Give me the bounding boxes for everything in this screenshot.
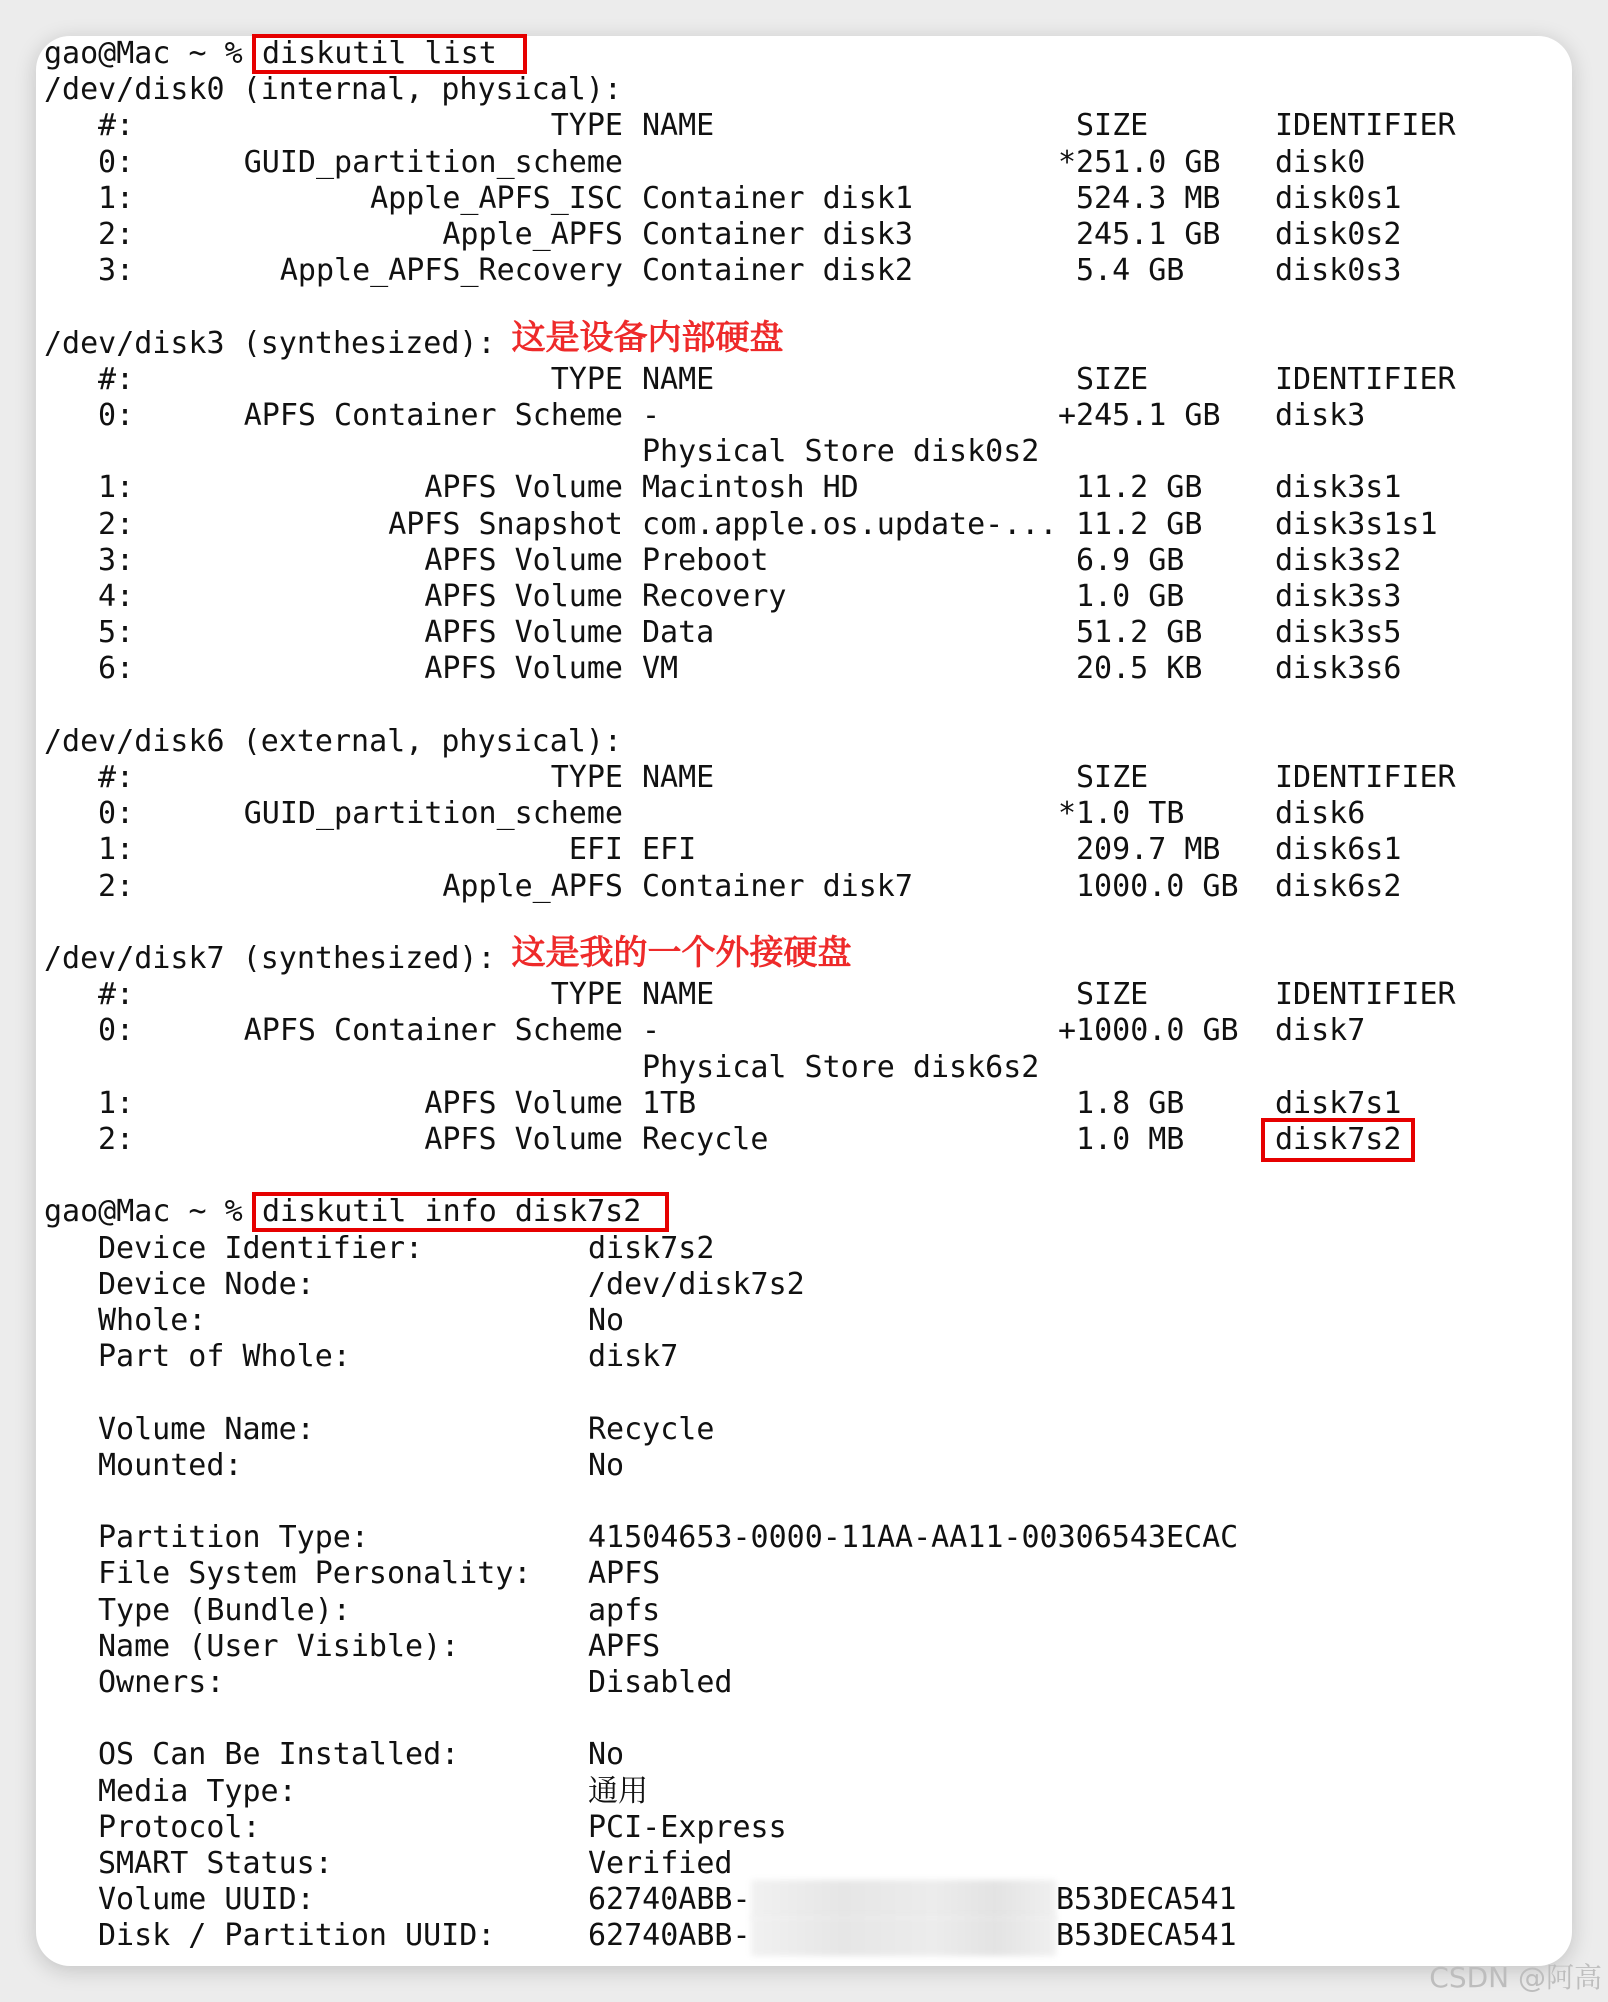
info-value: Disabled <box>588 1665 733 1700</box>
command-text: diskutil info disk7s2 <box>262 1194 642 1230</box>
column-header-name: NAME <box>642 361 715 397</box>
row-name: - <box>642 398 661 433</box>
info-row <box>0 1484 1608 1520</box>
info-row <box>0 1448 1608 1484</box>
row-index: 2: <box>98 1122 135 1157</box>
disk-header-line <box>0 72 1608 108</box>
highlight-box <box>252 34 527 74</box>
partition-row <box>0 145 1608 181</box>
row-size: 1.0 MB <box>1076 1122 1185 1157</box>
disk-header-line <box>0 933 1608 977</box>
info-value: APFS <box>588 1556 661 1592</box>
row-size: 1000.0 GB <box>1076 868 1239 904</box>
partition-row <box>0 1013 1608 1049</box>
info-value-end: B53DECA541 <box>1056 1882 1237 1918</box>
info-key: Name (User Visible): <box>98 1628 460 1664</box>
row-size: 51.2 GB <box>1076 615 1203 651</box>
info-value: 41504653-0000-11AA-AA11-00306543ECAC <box>588 1520 1239 1556</box>
row-size: 1.8 GB <box>1076 1085 1185 1121</box>
prompt: gao@Mac ~ % <box>44 1194 243 1230</box>
disk-header: /dev/disk0 (internal, physical): <box>44 72 622 108</box>
row-index: 1: <box>98 1085 135 1121</box>
row-size: *251.0 GB <box>1058 144 1221 180</box>
row-identifier: disk3 <box>1275 398 1366 433</box>
command-text: diskutil list <box>262 36 497 71</box>
row-type: APFS Container Scheme <box>243 1013 623 1049</box>
column-header-line <box>0 760 1608 796</box>
info-row <box>0 1629 1608 1665</box>
info-key: Whole: <box>98 1303 207 1338</box>
row-type: APFS Volume <box>424 1122 623 1157</box>
row-identifier: disk3s1s1 <box>1275 506 1438 542</box>
column-header-line <box>0 108 1608 144</box>
row-identifier: disk0s1 <box>1275 180 1402 216</box>
info-key: Device Node: <box>98 1266 315 1302</box>
info-row <box>0 1593 1608 1629</box>
column-header-type: TYPE <box>550 977 623 1013</box>
row-name: EFI <box>642 832 697 868</box>
column-header-name: NAME <box>642 977 715 1013</box>
column-header-type: TYPE <box>550 760 623 795</box>
info-key: OS Can Be Installed: <box>98 1737 460 1773</box>
info-value: 通用 <box>588 1773 648 1809</box>
row-type: Apple_APFS_Recovery <box>279 253 623 289</box>
row-index: 1: <box>98 832 135 868</box>
column-header-identifier: IDENTIFIER <box>1275 108 1456 144</box>
info-value: PCI-Express <box>588 1809 787 1845</box>
partition-row <box>0 579 1608 615</box>
info-value: No <box>588 1447 625 1483</box>
partition-row <box>0 253 1608 289</box>
prompt: gao@Mac ~ % <box>44 36 243 71</box>
row-name: Preboot <box>642 542 769 578</box>
partition-row <box>0 1050 1608 1086</box>
row-index: 2: <box>98 217 135 252</box>
row-name: Container disk3 <box>642 217 913 252</box>
info-value: disk7s2 <box>588 1230 715 1266</box>
row-index: 0: <box>98 398 135 433</box>
row-size: 1.0 GB <box>1076 579 1185 614</box>
row-index: 6: <box>98 651 135 687</box>
row-identifier: disk6 <box>1275 796 1366 832</box>
column-header-line <box>0 362 1608 398</box>
row-name: Recovery <box>642 579 787 614</box>
info-key: Disk / Partition UUID: <box>98 1918 496 1954</box>
row-type: APFS Volume <box>424 470 623 506</box>
partition-row <box>0 398 1608 434</box>
row-index: 1: <box>98 180 135 216</box>
partition-row <box>0 651 1608 687</box>
row-type: EFI <box>568 832 623 868</box>
info-row <box>0 1375 1608 1411</box>
row-name: Container disk1 <box>642 180 913 216</box>
info-row <box>0 1737 1608 1773</box>
partition-row <box>0 1086 1608 1122</box>
row-type: APFS Volume <box>424 1085 623 1121</box>
column-header-size: SIZE <box>1076 108 1149 144</box>
row-index: 2: <box>98 506 135 542</box>
row-name: Physical Store disk0s2 <box>642 434 1040 470</box>
info-row <box>0 1231 1608 1267</box>
disk-header-line <box>0 724 1608 760</box>
row-name: Physical Store disk6s2 <box>642 1049 1040 1085</box>
info-row <box>0 1810 1608 1846</box>
row-index: 0: <box>98 144 135 180</box>
row-identifier: disk3s3 <box>1275 579 1402 614</box>
row-size: 5.4 GB <box>1076 253 1185 289</box>
disk-header-line <box>0 317 1608 362</box>
annotation-note: 这是我的一个外接硬盘 <box>511 933 852 973</box>
row-index: 0: <box>98 1013 135 1049</box>
row-name: 1TB <box>642 1085 697 1121</box>
column-header-identifier: IDENTIFIER <box>1275 760 1456 795</box>
row-identifier: disk3s6 <box>1275 651 1402 687</box>
info-row <box>0 1339 1608 1375</box>
info-value: Recycle <box>588 1411 715 1447</box>
column-header-size: SIZE <box>1076 977 1149 1013</box>
row-size: 209.7 MB <box>1076 832 1221 868</box>
row-size: 11.2 GB <box>1076 470 1203 506</box>
info-key: Type (Bundle): <box>98 1592 351 1628</box>
disk-header: /dev/disk3 (synthesized): <box>44 325 496 361</box>
prompt-line <box>0 36 1608 72</box>
row-index: 0: <box>98 796 135 832</box>
info-row <box>0 1701 1608 1737</box>
partition-row <box>0 832 1608 868</box>
row-name: Data <box>642 615 715 651</box>
row-index: 2: <box>98 868 135 904</box>
info-row <box>0 1918 1608 1954</box>
row-size: 6.9 GB <box>1076 542 1185 578</box>
partition-row <box>0 796 1608 832</box>
partition-row <box>0 507 1608 543</box>
column-header-type: TYPE <box>550 108 623 144</box>
redacted-blur <box>751 1880 1056 1920</box>
info-row <box>0 1774 1608 1810</box>
column-header-identifier: IDENTIFIER <box>1275 361 1456 397</box>
row-identifier: disk3s1 <box>1275 470 1402 506</box>
info-key: Volume UUID: <box>98 1882 315 1918</box>
info-row <box>0 1846 1608 1882</box>
info-key: Part of Whole: <box>98 1339 351 1375</box>
info-row <box>0 1412 1608 1448</box>
row-index: 4: <box>98 579 135 614</box>
disk-header: /dev/disk6 (external, physical): <box>44 723 622 759</box>
partition-row <box>0 434 1608 470</box>
info-key: Mounted: <box>98 1447 243 1483</box>
row-type: APFS Container Scheme <box>243 398 623 433</box>
partition-row <box>0 869 1608 905</box>
info-value-end: B53DECA541 <box>1056 1918 1237 1954</box>
row-name: com.apple.os.update-... <box>642 506 1058 542</box>
column-header-index: #: <box>98 760 135 795</box>
row-type: APFS Snapshot <box>388 506 623 542</box>
info-value: Verified <box>588 1846 733 1881</box>
row-size: *1.0 TB <box>1058 796 1185 832</box>
partition-row <box>0 181 1608 217</box>
row-type: GUID_partition_scheme <box>243 796 623 832</box>
row-type: APFS Volume <box>424 615 623 651</box>
row-type: GUID_partition_scheme <box>243 144 623 180</box>
highlight-box <box>1261 1118 1415 1162</box>
partition-row <box>0 217 1608 253</box>
row-index: 5: <box>98 615 135 651</box>
info-value: disk7 <box>588 1339 679 1375</box>
info-row <box>0 1556 1608 1592</box>
watermark: CSDN @阿高 <box>1429 1961 1602 1994</box>
info-row <box>0 1267 1608 1303</box>
row-size: +245.1 GB <box>1058 398 1221 433</box>
row-identifier: disk3s5 <box>1275 615 1402 651</box>
info-row <box>0 1665 1608 1701</box>
row-type: Apple_APFS <box>442 868 623 904</box>
disk-header: /dev/disk7 (synthesized): <box>44 941 496 976</box>
row-name: VM <box>642 651 679 687</box>
row-type: Apple_APFS <box>442 217 623 252</box>
row-size: 245.1 GB <box>1076 217 1221 252</box>
row-size: 20.5 KB <box>1076 651 1203 687</box>
column-header-index: #: <box>98 977 135 1013</box>
row-identifier: disk3s2 <box>1275 542 1402 578</box>
info-row <box>0 1520 1608 1556</box>
row-type: APFS Volume <box>424 579 623 614</box>
row-type: APFS Volume <box>424 651 623 687</box>
info-value: apfs <box>588 1592 661 1628</box>
row-name: Container disk2 <box>642 253 913 289</box>
column-header-identifier: IDENTIFIER <box>1275 977 1456 1013</box>
redacted-blur <box>751 1916 1056 1956</box>
info-key: Owners: <box>98 1665 225 1700</box>
row-size: +1000.0 GB <box>1058 1013 1239 1049</box>
partition-row <box>0 543 1608 579</box>
row-name: Container disk7 <box>642 868 913 904</box>
prompt-line <box>0 1194 1608 1230</box>
info-key: File System Personality: <box>98 1556 532 1592</box>
column-header-name: NAME <box>642 760 715 795</box>
row-name: Macintosh HD <box>642 470 859 506</box>
info-value: No <box>588 1303 625 1338</box>
row-size: 11.2 GB <box>1076 506 1203 542</box>
row-identifier: disk6s2 <box>1275 868 1402 904</box>
column-header-index: #: <box>98 108 135 144</box>
info-value: /dev/disk7s2 <box>588 1266 805 1302</box>
highlight-box <box>252 1192 669 1232</box>
row-identifier: disk6s1 <box>1275 832 1402 868</box>
annotation-note: 这是设备内部硬盘 <box>511 317 784 358</box>
info-key: Media Type: <box>98 1773 297 1809</box>
row-identifier: disk7s2 <box>1275 1122 1402 1157</box>
info-row <box>0 1303 1608 1339</box>
partition-row <box>0 615 1608 651</box>
info-value: 62740ABB- <box>588 1918 751 1954</box>
row-index: 3: <box>98 253 135 289</box>
info-key: Partition Type: <box>98 1520 369 1556</box>
row-name: - <box>642 1013 661 1049</box>
row-size: 524.3 MB <box>1076 180 1221 216</box>
row-type: APFS Volume <box>424 542 623 578</box>
info-key: Protocol: <box>98 1809 261 1845</box>
info-key: Volume Name: <box>98 1411 315 1447</box>
row-name: Recycle <box>642 1122 769 1157</box>
info-value: No <box>588 1737 625 1773</box>
row-identifier: disk0s3 <box>1275 253 1402 289</box>
info-row <box>0 1882 1608 1918</box>
row-index: 1: <box>98 470 135 506</box>
row-index: 3: <box>98 542 135 578</box>
row-identifier: disk0s2 <box>1275 217 1402 252</box>
column-header-size: SIZE <box>1076 760 1149 795</box>
row-identifier: disk0 <box>1275 144 1366 180</box>
info-key: SMART Status: <box>98 1846 333 1881</box>
info-value: APFS <box>588 1628 661 1664</box>
row-identifier: disk7 <box>1275 1013 1366 1049</box>
column-header-index: #: <box>98 361 135 397</box>
partition-row <box>0 470 1608 506</box>
column-header-type: TYPE <box>550 361 623 397</box>
column-header-size: SIZE <box>1076 361 1149 397</box>
column-header-line <box>0 977 1608 1013</box>
column-header-name: NAME <box>642 108 715 144</box>
info-key: Device Identifier: <box>98 1230 424 1266</box>
row-type: Apple_APFS_ISC <box>370 180 623 216</box>
info-value: 62740ABB- <box>588 1882 751 1918</box>
row-identifier: disk7s1 <box>1275 1085 1402 1121</box>
